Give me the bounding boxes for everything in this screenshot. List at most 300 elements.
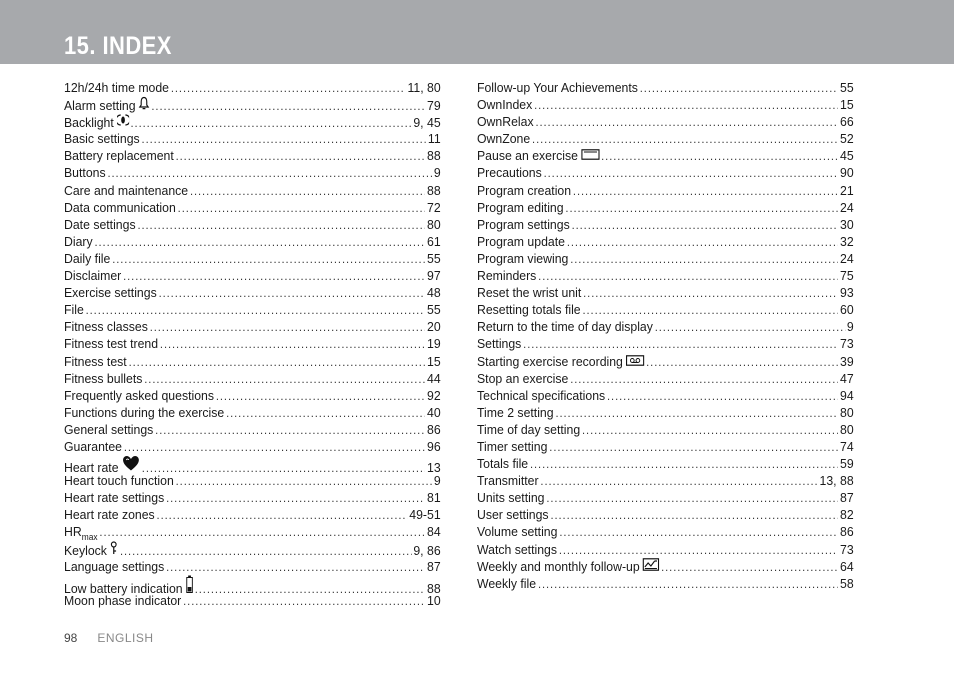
index-entry-term: Data communication (64, 199, 176, 215)
index-entry-pages: 90 (840, 165, 854, 181)
index-entry-term: File (64, 302, 84, 318)
index-entry-label (64, 438, 122, 455)
index-entry-label (64, 182, 188, 199)
index-entry (477, 301, 854, 318)
index-entry-term: Pause an exercise (477, 148, 578, 164)
index-entry-term: Guarantee (64, 438, 122, 454)
index-entry-label (477, 438, 547, 455)
index-entry (477, 472, 854, 489)
index-entry-pages: 79 (427, 98, 441, 114)
index-entry-pages: 13 (427, 460, 441, 476)
index-entry-label (477, 387, 605, 404)
dot-leader (661, 559, 838, 576)
index-entry-term: User settings (477, 507, 549, 523)
index-entry (477, 199, 854, 216)
index-entry-label (477, 79, 638, 96)
dot-leader (567, 234, 838, 251)
dot-leader (166, 559, 425, 576)
index-entry-label (64, 216, 136, 233)
index-entry-term: Volume setting (477, 524, 558, 540)
index-entry-pages: 24 (840, 250, 854, 266)
dot-leader (544, 165, 839, 182)
dot-leader (176, 148, 426, 165)
index-entry (477, 216, 854, 233)
index-entry (477, 558, 854, 575)
index-entry-pages: 45 (840, 148, 854, 164)
index-entry-term: Totals file (477, 456, 529, 472)
index-entry-pages: 52 (840, 131, 854, 147)
index-entry-label (477, 301, 581, 318)
dot-leader (570, 251, 838, 268)
index-entry-label (64, 284, 157, 301)
index-entry-term: Watch settings (477, 541, 557, 557)
index-entry-pages: 10 (427, 592, 441, 608)
backlight-icon (117, 113, 129, 131)
index-entry-pages: 21 (840, 182, 854, 198)
index-entry-label (64, 301, 84, 318)
dot-leader (190, 183, 425, 200)
index-entry-label (64, 472, 174, 489)
index-entry-label (477, 558, 659, 575)
dot-leader (107, 165, 431, 182)
index-entry-pages: 64 (840, 558, 854, 574)
index-entry-term: Fitness test trend (64, 336, 159, 352)
index-entry-pages: 20 (427, 319, 441, 335)
index-entry (64, 523, 441, 543)
dot-leader (159, 285, 426, 302)
index-entry-pages: 49-51 (409, 507, 441, 523)
index-entry-pages: 73 (840, 541, 854, 557)
bell-icon (138, 96, 149, 114)
dot-leader (582, 422, 838, 439)
index-entry-term: OwnRelax (477, 114, 534, 130)
dot-leader (155, 422, 425, 439)
index-entry-term: Backlight (64, 115, 114, 131)
index-entry-term: Program update (477, 233, 565, 249)
index-entry-label (64, 506, 155, 523)
index-entry-term: Fitness classes (64, 319, 148, 335)
index-entry (477, 421, 854, 438)
dot-leader (550, 507, 838, 524)
index-entry (64, 455, 441, 476)
index-entry-pages: 9, 45 (413, 115, 441, 131)
index-entry-pages: 44 (427, 370, 441, 386)
pause-icon (581, 147, 600, 164)
index-entry-pages: 80 (840, 421, 854, 437)
page-footer (64, 631, 154, 645)
index-entry-pages: 88 (427, 148, 441, 164)
index-entry-term: Diary (64, 233, 93, 249)
index-entry-pages: 19 (427, 336, 441, 352)
index-entry-pages: 97 (427, 268, 441, 284)
index-entry (64, 199, 441, 216)
index-entry-term: OwnIndex (477, 97, 533, 113)
dot-leader (555, 405, 838, 422)
index-entry (64, 216, 441, 233)
index-entry-pages: 75 (840, 268, 854, 284)
dot-leader (129, 354, 426, 371)
index-entry (477, 575, 854, 592)
index-entry-term: Return to the time of day display (477, 319, 653, 335)
index-entry-label (64, 421, 153, 438)
index-entry-term: Settings (477, 336, 522, 352)
dot-leader (646, 354, 838, 371)
index-entry-label (64, 250, 110, 267)
dot-leader (144, 371, 425, 388)
dot-leader (226, 405, 425, 422)
index-entry-label (64, 130, 140, 147)
index-entry-pages: 81 (427, 490, 441, 506)
index-column-right (477, 79, 854, 592)
dot-leader (572, 217, 839, 234)
index-entry (477, 335, 854, 352)
index-entry-pages: 86 (427, 421, 441, 437)
index-entry (477, 182, 854, 199)
index-entry (64, 387, 441, 404)
index-entry-term: OwnZone (477, 131, 531, 147)
index-entry-term: Technical specifications (477, 387, 606, 403)
index-entry-label (64, 558, 164, 575)
index-entry (477, 523, 854, 540)
index-entry-term: Heart rate zones (64, 507, 155, 523)
index-entry-label (477, 250, 568, 267)
dot-leader (565, 200, 838, 217)
index-entry (477, 387, 854, 404)
index-entry-term: Low battery indication (64, 580, 183, 596)
index-entry-pages: 9 (433, 165, 441, 181)
index-entry (64, 421, 441, 438)
dot-leader (573, 183, 838, 200)
index-entry (64, 489, 441, 506)
index-entry-label (477, 575, 536, 592)
index-entry-label (64, 489, 164, 506)
dot-leader (150, 319, 425, 336)
index-entry-label (477, 284, 581, 301)
index-entry-pages: 92 (427, 387, 441, 403)
index-entry (64, 592, 441, 609)
index-entry-term: Stop an exercise (477, 370, 569, 386)
dot-leader (532, 131, 838, 148)
index-entry-label (477, 267, 536, 284)
index-entry-pages: 80 (427, 216, 441, 232)
index-entry-label (477, 523, 557, 540)
index-entry-label (477, 96, 532, 113)
index-entry (477, 164, 854, 181)
index-entry-label (477, 370, 568, 387)
index-entry-term: Basic settings (64, 131, 140, 147)
index-entry-pages: 11 (427, 131, 441, 147)
index-entry-label (477, 182, 571, 199)
index-entry-term: Care and maintenance (64, 182, 189, 198)
index-entry-subscript: max (81, 532, 98, 543)
index-entry-term: HR (64, 524, 82, 540)
index-entry-label (477, 216, 570, 233)
index-entry-label (64, 370, 142, 387)
index-entry (64, 284, 441, 301)
index-entry-pages: 87 (840, 490, 854, 506)
index-entry-term: Keylock (64, 542, 107, 558)
index-entry-label (477, 472, 539, 489)
index-entry-label (64, 318, 148, 335)
index-entry-label (64, 199, 176, 216)
index-entry-pages: 61 (427, 233, 441, 249)
index-entry-term: Timer setting (477, 438, 548, 454)
index-entry (477, 113, 854, 130)
index-entry (64, 472, 441, 489)
dot-leader (176, 473, 432, 490)
index-entry-pages: 73 (840, 336, 854, 352)
index-entry-label (64, 164, 106, 181)
index-entry (477, 267, 854, 284)
index-entry-pages: 94 (840, 387, 854, 403)
index-entry-term: Time of day setting (477, 421, 581, 437)
index-entry (64, 370, 441, 387)
index-entry-pages: 32 (840, 233, 854, 249)
index-entry-pages: 47 (840, 370, 854, 386)
dot-leader (570, 371, 838, 388)
index-entry (64, 250, 441, 267)
index-entry-label (477, 489, 544, 506)
index-entry (64, 267, 441, 284)
index-entry-label (477, 421, 580, 438)
dot-leader (583, 285, 838, 302)
index-entry (477, 506, 854, 523)
index-entry-term: Time 2 setting (477, 404, 554, 420)
dot-leader (523, 336, 838, 353)
index-entry (477, 96, 854, 113)
index-entry-term: Program creation (477, 182, 572, 198)
index-entry-pages: 72 (427, 199, 441, 215)
dot-leader (534, 97, 838, 114)
index-entry-term: Language settings (64, 558, 165, 574)
dot-leader (99, 524, 425, 541)
dot-leader (94, 234, 425, 251)
followup-icon (642, 558, 659, 575)
dot-leader (178, 200, 425, 217)
index-entry-label (477, 455, 528, 472)
dot-leader (601, 148, 838, 165)
index-entry (477, 130, 854, 147)
index-entry-pages: 55 (427, 302, 441, 318)
index-entry-term: Fitness test (64, 353, 127, 369)
index-entry-label (477, 404, 554, 421)
index-entry-label (477, 113, 534, 130)
index-entry-pages: 9 (846, 319, 854, 335)
index-entry (64, 558, 441, 575)
index-entry-pages: 15 (840, 97, 854, 113)
dot-leader (582, 302, 838, 319)
index-entry-label (477, 335, 521, 352)
index-entry-label (64, 233, 93, 250)
dot-leader (112, 251, 425, 268)
dot-leader (546, 490, 838, 507)
index-entry (64, 353, 441, 370)
index-entry (477, 541, 854, 558)
index-entry-label (477, 233, 565, 250)
index-entry-term: Frequently asked questions (64, 387, 214, 403)
index-entry-label (477, 541, 557, 558)
index-entry-pages: 30 (840, 216, 854, 232)
index-entry-pages: 96 (427, 438, 441, 454)
index-entry-label (477, 199, 564, 216)
dot-leader (124, 439, 425, 456)
dot-leader (86, 302, 426, 319)
index-entry (64, 182, 441, 199)
index-entry-pages: 59 (840, 456, 854, 472)
index-entry-label (64, 353, 127, 370)
index-entry-pages: 88 (427, 182, 441, 198)
dot-leader (160, 336, 425, 353)
index-entry-label (64, 113, 129, 131)
index-entry-label (64, 335, 158, 352)
index-entry-label (477, 130, 530, 147)
index-entry-label (64, 267, 121, 284)
index-entry-pages: 74 (840, 438, 854, 454)
index-entry (64, 541, 441, 558)
index-entry (477, 233, 854, 250)
index-entry-term: Weekly and monthly follow-up (477, 558, 640, 574)
dot-leader (183, 593, 425, 610)
index-entry (64, 301, 441, 318)
index-entry-term: Precautions (477, 165, 542, 181)
index-entry-term: Follow-up Your Achievements (477, 80, 638, 95)
dot-leader (540, 473, 817, 490)
index-entry-pages: 82 (840, 507, 854, 523)
index-entry (64, 335, 441, 352)
dot-leader (655, 319, 845, 336)
index-entry-pages: 55 (840, 80, 854, 95)
dot-leader (530, 456, 838, 473)
index-entry (64, 164, 441, 181)
key-icon (110, 541, 118, 559)
index-entry-pages: 9, 86 (413, 542, 441, 558)
index-entry-pages: 9 (433, 473, 441, 489)
index-entry-term: Moon phase indicator (64, 592, 182, 608)
index-entry-label (477, 506, 549, 523)
index-entry-term: Weekly file (477, 575, 537, 591)
index-entry-term: Heart rate settings (64, 490, 165, 506)
index-entry (477, 147, 854, 164)
index-entry-term: Transmitter (477, 473, 539, 489)
index-entry (64, 79, 441, 96)
index-entry-term: Alarm setting (64, 98, 136, 114)
index-entry-term: General settings (64, 421, 154, 437)
index-entry-label (64, 592, 181, 609)
index-entry-pages: 24 (840, 199, 854, 215)
index-entry (477, 404, 854, 421)
index-entry-term: Heart rate (64, 460, 119, 476)
index-entry-label (64, 387, 214, 404)
index-entry-term: Resetting totals file (477, 302, 581, 318)
index-entry-term: Program settings (477, 216, 570, 232)
index-entry-label (64, 79, 169, 96)
recording-icon (626, 353, 645, 370)
index-entry (64, 404, 441, 421)
index-entry-term: Heart touch function (64, 473, 174, 489)
index-entry-pages: 13, 88 (819, 473, 854, 489)
index-entry (477, 284, 854, 301)
index-entry-term: Functions during the exercise (64, 404, 225, 420)
index-entry-label (477, 147, 599, 164)
index-entry-term: Date settings (64, 216, 136, 232)
index-entry-term: Units setting (477, 490, 545, 506)
dot-leader (607, 388, 838, 405)
dot-leader (559, 524, 838, 541)
index-entry-pages: 80 (840, 404, 854, 420)
dot-leader (559, 542, 838, 559)
dot-leader (142, 131, 427, 148)
index-entry-label (64, 147, 174, 164)
index-entry-pages: 58 (840, 575, 854, 591)
index-entry-term: Buttons (64, 165, 106, 181)
page-title: 15. INDEX (64, 32, 172, 60)
page-header (0, 0, 954, 64)
dot-leader (157, 507, 408, 524)
index-entry-label (64, 96, 150, 114)
index-entry-term: Battery replacement (64, 148, 174, 164)
index-entry-term: 12h/24h time mode (64, 80, 170, 95)
index-entry-label (64, 404, 224, 421)
footer-language: ENGLISH (97, 631, 154, 645)
dot-leader (216, 388, 425, 405)
index-entry (64, 147, 441, 164)
index-entry (64, 96, 441, 113)
index-entry-pages: 87 (427, 558, 441, 574)
index-entry-pages: 39 (840, 353, 854, 369)
index-entry-term: Exercise settings (64, 285, 157, 301)
index-entry-term: Daily file (64, 250, 111, 266)
index-entry-label (477, 353, 644, 370)
index-entry (477, 489, 854, 506)
index-entry-pages: 60 (840, 302, 854, 318)
index-entry-term: Starting exercise recording (477, 353, 623, 369)
index-entry (477, 79, 854, 96)
dot-leader (123, 268, 425, 285)
index-entry-pages: 88 (427, 580, 441, 596)
index-entry (64, 233, 441, 250)
index-entry-term: Program viewing (477, 250, 569, 266)
index-entry-pages: 84 (427, 524, 441, 540)
index-entry (477, 250, 854, 267)
index-entry-label (64, 541, 118, 559)
index-column-left (64, 79, 441, 609)
dot-leader (538, 268, 838, 285)
index-entry (477, 455, 854, 472)
dot-leader (137, 217, 425, 234)
index-entry (64, 113, 441, 130)
index-entry-pages: 15 (427, 353, 441, 369)
index-entry-label (477, 164, 542, 181)
index-entry-term: Reset the wrist unit (477, 285, 582, 301)
index-entry-pages: 11, 80 (407, 80, 441, 95)
index-entry (477, 318, 854, 335)
index-entry (64, 438, 441, 455)
index-entry (64, 506, 441, 523)
dot-leader (535, 114, 838, 131)
index-entry (64, 130, 441, 147)
index-entry-pages: 55 (427, 250, 441, 266)
index-entry (477, 438, 854, 455)
index-entry (477, 353, 854, 370)
dot-leader (166, 490, 425, 507)
dot-leader (538, 576, 838, 593)
dot-leader (640, 80, 838, 97)
index-entry (477, 370, 854, 387)
index-entry (64, 575, 441, 596)
index-entry-pages: 86 (840, 524, 854, 540)
index-entry-term: Program editing (477, 199, 564, 215)
index-entry-pages: 40 (427, 404, 441, 420)
